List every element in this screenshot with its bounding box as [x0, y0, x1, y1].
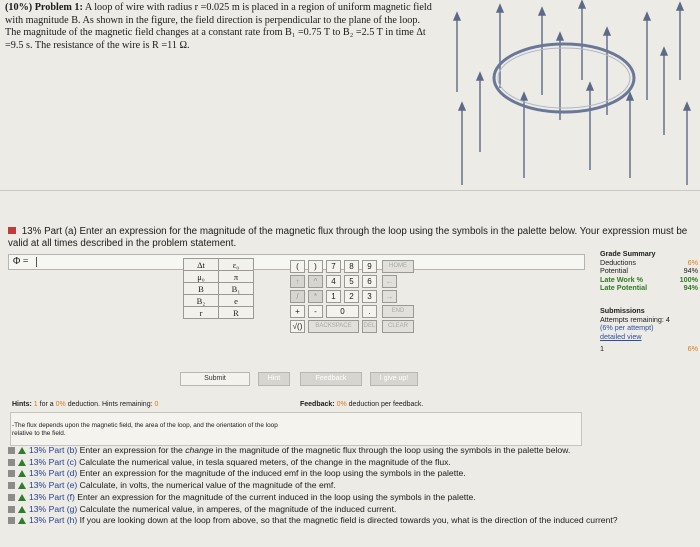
symbol-B2[interactable]: B₂ [184, 295, 219, 307]
hints-remaining: 0 [154, 401, 159, 408]
symbol-B1[interactable]: B₁ [219, 283, 254, 295]
warning-icon [18, 470, 26, 477]
warning-icon [18, 494, 26, 501]
symbol-e[interactable]: e [219, 295, 254, 307]
key-backspace[interactable]: BACKSPACE [308, 320, 359, 333]
key-1[interactable]: 1 [326, 290, 341, 303]
part-text: Enter an expression for the [79, 445, 186, 455]
key-2[interactable]: 2 [344, 290, 359, 303]
feedback-rest: deduction per feedback. [348, 401, 424, 408]
warning-icon [18, 459, 26, 466]
key-end[interactable]: END [382, 305, 414, 318]
feedback-label: Feedback: [300, 401, 335, 408]
hints-pct: 0% [55, 401, 66, 408]
key-5[interactable]: 5 [344, 275, 359, 288]
part-a-prompt [8, 225, 698, 249]
part-g[interactable] [8, 504, 698, 516]
problem-statement [5, 2, 435, 52]
key-0[interactable]: 0 [326, 305, 359, 318]
key-dot[interactable]: . [362, 305, 377, 318]
part-icon [8, 447, 15, 454]
submissions-title: Submissions [600, 305, 645, 315]
part-text-rest: in the magnitude of the magnetic flux through the loop using the symbols in the palette below. [213, 445, 571, 455]
key-plus[interactable]: + [290, 305, 305, 318]
part-label: 13% Part (e) [29, 480, 78, 491]
feedback-button[interactable]: Feedback [300, 372, 362, 386]
part-icon [8, 482, 15, 489]
key-up-icon[interactable]: ↑ [290, 275, 305, 288]
late-potential-label: Late Potential [600, 283, 648, 293]
key-right-arrow-icon[interactable]: → [382, 290, 397, 303]
key-divide-icon[interactable]: / [290, 290, 305, 303]
part-text: Enter an expression for the magnitude of the induced emf in the loop using the symbols in the palette. [79, 468, 466, 479]
hints-count: 1 [33, 401, 38, 408]
part-icon [8, 506, 15, 513]
key-3[interactable]: 3 [362, 290, 377, 303]
key-lparen[interactable]: ( [290, 260, 305, 273]
key-left-arrow-icon[interactable]: ← [382, 275, 397, 288]
part-label: 13% Part (f) [29, 491, 75, 502]
part-h[interactable] [8, 515, 698, 527]
feedback-line [300, 401, 423, 408]
hints-line [12, 401, 158, 408]
key-9[interactable]: 9 [362, 260, 377, 273]
problem-text: A loop of wire with radius r =0.025 m is placed in a region of uniform magnetic field with magnitude B. As shown in the figure, the field direction is perpendicular to the plane of the loop. The magnitude of the magnetic field changes at a constant rate from B₁ =0.75 T to B₂ =2.5 T in time Δt =9.5 s. The resistance of the wire is R =11 Ω. [5, 2, 432, 51]
warning-icon [18, 506, 26, 513]
late-work-value: 100% [679, 274, 698, 284]
part-d[interactable] [8, 468, 698, 480]
hints-label: Hints: [12, 401, 32, 408]
symbol-r[interactable]: r [184, 307, 219, 319]
grade-summary-title: Grade Summary [600, 249, 656, 258]
symbol-palette [183, 258, 254, 319]
key-7[interactable]: 7 [326, 260, 341, 273]
part-f[interactable] [8, 492, 698, 504]
warning-icon [18, 482, 26, 489]
part-text: Calculate, in volts, the numerical value of the magnitude of the emf. [79, 480, 336, 491]
symbol-epsilon0[interactable]: ε₀ [219, 259, 254, 271]
magnetic-field-figure [432, 0, 700, 192]
part-label: 13% Part (g) [29, 503, 78, 514]
symbol-pi[interactable]: π [219, 271, 254, 283]
part-text: Calculate the numerical value, in amperes, of the magnitude of the induced current. [79, 503, 397, 514]
key-home[interactable]: HOME [382, 260, 414, 273]
part-icon [8, 470, 15, 477]
part-text: Enter an expression for the magnitude of the current induced in the loop using the symbols in the palette. [77, 491, 476, 502]
part-a-toggle-icon[interactable] [8, 227, 16, 234]
part-label: 13% Part (h) [29, 515, 78, 526]
parts-list [8, 445, 698, 527]
part-c[interactable] [8, 457, 698, 469]
part-label: 13% Part (b) [29, 445, 78, 455]
attempt-deduction: 6% [687, 344, 698, 354]
answer-label: Φ = [13, 256, 29, 267]
key-caret-icon[interactable]: ^ [308, 275, 323, 288]
warning-icon [18, 517, 26, 524]
key-multiply-icon[interactable]: * [308, 290, 323, 303]
hint-text: -The flux depends upon the magnetic field, the area of the loop, and the orientation of the loop relative to the field. [12, 422, 278, 437]
symbol-R[interactable]: R [219, 307, 254, 319]
part-text-emphasis: change [185, 445, 214, 455]
key-sqrt[interactable]: √() [290, 320, 305, 333]
attempts-remaining: Attempts remaining: 4 [600, 314, 670, 324]
symbol-B[interactable]: B [184, 283, 219, 295]
grade-summary [600, 250, 698, 354]
key-del[interactable]: DEL [362, 320, 377, 333]
hints-rest: deduction. Hints remaining: [67, 401, 153, 408]
part-label: 13% Part (c) [29, 456, 77, 467]
feedback-pct: 0% [336, 401, 347, 408]
potential-label: Potential [600, 266, 628, 276]
hint-button[interactable]: Hint [258, 372, 290, 386]
key-clear[interactable]: CLEAR [382, 320, 414, 333]
late-work-label: Late Work % [600, 274, 644, 284]
deductions-value: 6% [687, 257, 698, 267]
symbol-delta-t[interactable]: Δt [184, 259, 219, 271]
symbol-mu0[interactable]: μ₀ [184, 271, 219, 283]
potential-value: 94% [683, 266, 698, 276]
deductions-label: Deductions [600, 257, 636, 267]
part-icon [8, 459, 15, 466]
key-minus[interactable]: - [308, 305, 323, 318]
hints-for: for a [39, 401, 54, 408]
wire-loop [494, 44, 634, 112]
part-text: If you are looking down at the loop from above, so that the magnetic field is directed towards you, what is the direction of the induced current? [79, 515, 618, 526]
part-icon [8, 494, 15, 501]
give-up-button[interactable]: I give up! [370, 372, 418, 386]
part-text: Calculate the numerical value, in tesla squared meters, of the change in the magnitude of the flux. [79, 456, 451, 467]
part-label: 13% Part (d) [29, 468, 78, 479]
divider [0, 190, 700, 191]
part-a-text: Enter an expression for the magnitude of the magnetic flux through the loop using the symbols in the palette below. Your expression must be valid at all times described in the problem statement. [8, 226, 688, 249]
per-attempt: (6% per attempt) [600, 323, 654, 333]
part-a-label: 13% Part (a) [21, 226, 77, 237]
problem-header: (10%) Problem 1: [5, 2, 83, 13]
key-rparen[interactable]: ) [308, 260, 323, 273]
part-e[interactable] [8, 480, 698, 492]
key-8[interactable]: 8 [344, 260, 359, 273]
attempt-number: 1 [600, 344, 604, 354]
detailed-view-link[interactable]: detailed view [600, 331, 642, 341]
part-b[interactable] [8, 445, 698, 457]
warning-icon [18, 447, 26, 454]
key-6[interactable]: 6 [362, 275, 377, 288]
key-4[interactable]: 4 [326, 275, 341, 288]
submit-button[interactable]: Submit [180, 372, 250, 386]
text-cursor [36, 257, 37, 267]
late-potential-value: 94% [683, 283, 698, 293]
part-icon [8, 517, 15, 524]
